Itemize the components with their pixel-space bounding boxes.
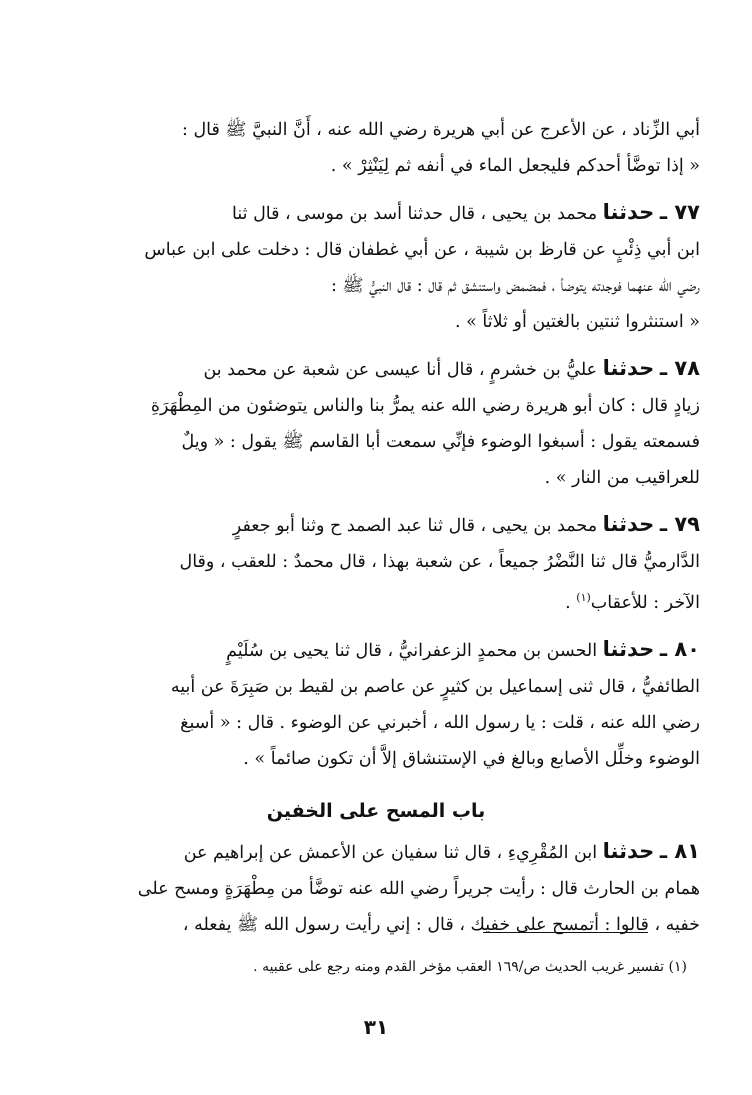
hadith-line: محمد بن يحيى ، قال حدثنا أسد بن موسى ، قال ثنا (232, 204, 598, 224)
hadith-head-word: حدثنا (602, 356, 655, 380)
hadith-line: الطائفيُّ ، قال ثنى إسماعيل بن كثيرٍ عن عاصم بن لقيط بن صَبِرَةَ عن أبيه (170, 676, 700, 697)
hadith-head-word: حدثنا (602, 512, 655, 536)
hadith-line: خفيه ، قالوا : أتمسح على خفيك ، قال : إني رأيت رسول الله ﷺ يفعله ، (182, 914, 700, 935)
hadith-line: ابن أبي ذِئْبٍ عن قارظ بن شيبة ، عن أبي غطفان قال : دخلت على ابن عباس (144, 240, 700, 260)
footnote-reference[interactable]: (١) (576, 591, 591, 604)
hadith-line: ابن المُقْرِيءِ ، قال ثنا سفيان عن الأعمش عن إبراهيم عن (183, 842, 598, 863)
intro-paragraph (52, 112, 700, 184)
hadith-head-word: حدثنا (602, 838, 655, 863)
hadith-head-word: حدثنا (602, 636, 655, 661)
footnote: (١) تفسير غريب الحديث ص/١٦٩ العقب مؤخر القدم ومنه رجع على عقبيه . (253, 959, 687, 975)
hadith-number: ٧٩ ـ (659, 512, 700, 536)
hadith-line: الآخر : للأعقاب (590, 592, 700, 613)
hadith-77 (52, 194, 700, 340)
hadith-line: زيادٍ قال : كان أبو هريرة رضي الله عنه يمرُّ بنا والناس يتوضئون من المِطْهَرَةِ (150, 396, 700, 416)
page-body (52, 112, 700, 943)
hadith-number: ٨٠ ـ (659, 636, 700, 661)
hadith-line: رضي الله عنه ، قلت : يا رسول الله ، أخبرني عن الوضوء . قال : « أسبغ (180, 712, 700, 733)
hadith-line: فسمعته يقول : أسبغوا الوضوء فإنِّي سمعت أبا القاسم ﷺ يقول : « ويلٌ (181, 432, 700, 452)
hadith-number: ٧٧ ـ (659, 200, 700, 224)
hadith-number: ٨١ ـ (659, 838, 700, 863)
hadith-80 (52, 631, 700, 777)
hadith-line: رضي الله عنهما فوجدته يتوضأ ، فمضمض واستنشق ثم قال : قال النبيُّ ﷺ : (330, 276, 700, 296)
intro-line: أبي الزِّناد ، عن الأعرج عن أبي هريرة رضي الله عنه ، أَنَّ النبيَّ ﷺ قال : (181, 120, 700, 140)
hadith-line: الوضوء وخلِّل الأصابع وبالغ في الإستنشاق إلاَّ أن تكون صائماً » . (243, 748, 700, 769)
footnote-separator (483, 932, 648, 933)
page-number: ٣١ (363, 1015, 389, 1039)
hadith-line: محمد بن يحيى ، قال ثنا عبد الصمد ح وثنا أبو جعفرٍ (232, 516, 598, 536)
hadith-79 (52, 506, 700, 621)
hadith-tail: . (565, 592, 577, 613)
hadith-line: الحسن بن محمدٍ الزعفرانيُّ ، قال ثنا يحيى بن سُلَيْمٍ (226, 640, 598, 661)
hadith-head-word: حدثنا (602, 200, 655, 224)
hadith-78 (52, 350, 700, 496)
hadith-number: ٧٨ ـ (659, 356, 700, 380)
hadith-line: عليُّ بن خشرمٍ ، قال أنا عيسى عن شعبة عن محمد بن (203, 360, 598, 380)
hadith-line: الدَّارميُّ قال ثنا النَّضْرُ جميعاً ، عن شعبة بهذا ، قال محمدٌ : للعقب ، وقال (179, 552, 700, 572)
chapter-heading: باب المسح على الخفين (266, 799, 486, 822)
hadith-line: للعراقيب من النار » . (544, 468, 700, 488)
intro-line: « إذا توضَّأ أحدكم فليجعل الماء في أنفه ثم لِيَنْثِرْ » . (330, 156, 700, 176)
hadith-81 (52, 833, 700, 943)
hadith-line: همام بن الحارث قال : رأيت جريراً رضي الله عنه توضَّأ من مِطْهَرَةٍ ومسح على (137, 878, 700, 899)
hadith-line: « استنثروا ثنتين بالغتين أو ثلاثاً » . (455, 312, 700, 332)
